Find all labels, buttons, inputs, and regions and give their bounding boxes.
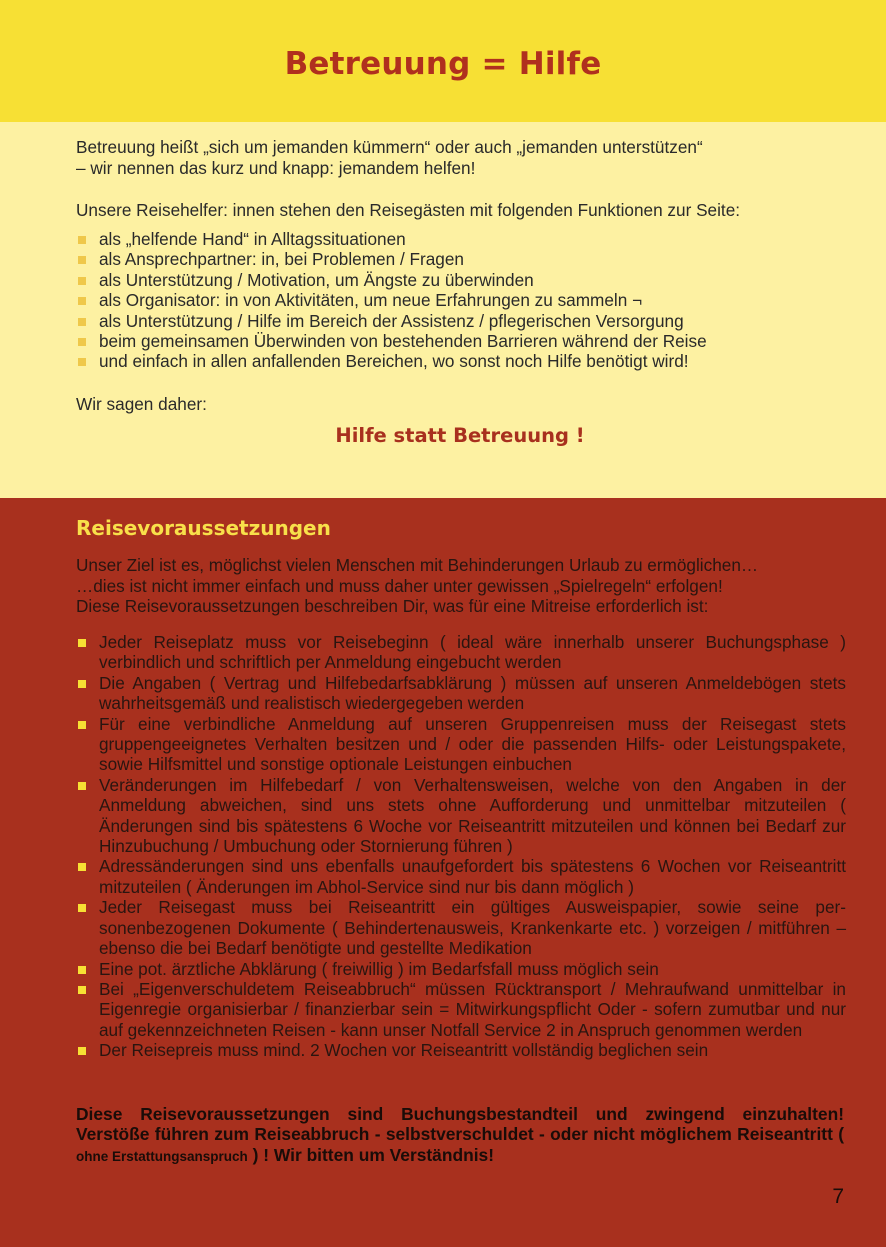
bullet-square-icon (78, 318, 86, 326)
list-item: als Organisator: in von Aktivitäten, um neue Erfahrungen zu sammeln ¬ (76, 290, 846, 310)
requirements-list (76, 632, 846, 1061)
list-item: Jeder Reiseplatz muss vor Reisebeginn ( ideal wäre innerhalb unserer Buchungsphase ) verbindlich und schriftlich per Anmeldung eingebucht werden (76, 632, 846, 673)
bullet-square-icon (78, 721, 86, 729)
bullet-square-icon (78, 966, 86, 974)
bullet-square-icon (78, 863, 86, 871)
notice-small: ohne Erstattungsanspruch (76, 1148, 248, 1164)
requirements-heading: Reisevoraussetzungen (76, 516, 331, 540)
list-item: beim gemeinsamen Überwinden von bestehenden Barrieren während der Reise (76, 331, 846, 351)
outro-text: Wir sagen daher: (76, 394, 207, 414)
bullet-square-icon (78, 297, 86, 305)
list-item: Adressänderungen sind uns ebenfalls unaufgefordert bis spätestens 6 Wochen vor Reiseantritt mitzuteilen ( Änderungen im Abhol-Service sind nur bis dann möglich ) (76, 856, 846, 897)
list-item: als Unterstützung / Hilfe im Bereich der Assistenz / pflegerischen Versorgung (76, 311, 846, 331)
functions-intro: Unsere Reisehelfer: innen stehen den Reisegästen mit folgenden Funktionen zur Seite: (76, 200, 741, 220)
requirements-intro-line: Diese Reisevoraussetzungen beschreiben Dir, was für eine Mitreise erforderlich ist: (76, 596, 709, 616)
list-item: und einfach in allen anfallenden Bereichen, wo sonst noch Hilfe benötigt wird! (76, 351, 846, 371)
intro-line-1: Betreuung heißt „sich um jemanden kümmern“ oder auch „jemanden unterstützen“ (76, 137, 703, 157)
list-item: Die Angaben ( Vertrag und Hilfebedarfsabklärung ) müssen auf unseren Anmeldebögen stets wahrheitsgemäß und realistisch wiedergegeben werden (76, 673, 846, 714)
list-item: als „helfende Hand“ in Alltagssituationen (76, 229, 846, 249)
list-item: Bei „Eigenverschuldetem Reiseabbruch“ müssen Rücktransport / Mehraufwand unmittelbar in Eigenregie organisierbar / finanzierbar sein = Mitwirkungspflicht Oder - sofern zumutbar und nur auf gekennzeichneten Reisen - kann unser Notfall Service 2 in Anspruch genommen werden (76, 979, 846, 1040)
header-band (0, 0, 886, 122)
bullet-square-icon (78, 256, 86, 264)
notice-text (76, 1104, 844, 1167)
list-item: Veränderungen im Hilfebedarf / von Verhaltensweisen, welche von den Angaben in der Anmeldung abweichen, sind uns stets ohne Aufforderung und unmittelbar mitzuteilen ( Änderungen sind bis spätestens 6 Woche vor Reiseantritt mitzuteilen und können bei Bedarf zur Hinzubuchung / Umbuchung oder Stornierung führen ) (76, 775, 846, 857)
requirements-intro (76, 555, 846, 617)
bullet-square-icon (78, 680, 86, 688)
bullet-square-icon (78, 338, 86, 346)
bullet-square-icon (78, 639, 86, 647)
list-item: Für eine verbindliche Anmeldung auf unseren Gruppenreisen muss der Reisegast stets gruppengeeignetes Verhalten besitzen und / oder die passenden Hilfs- oder Leistungspakete, sowie Hilfsmittel und sonstige optionale Leistungen einbuchen (76, 714, 846, 775)
page-title: Betreuung = Hilfe (284, 46, 602, 82)
intro-line-2: – wir nennen das kurz und knapp: jemandem helfen! (76, 158, 476, 178)
list-item: Eine pot. ärztliche Abklärung ( freiwillig ) im Bedarfsfall muss möglich sein (76, 959, 846, 979)
list-item: als Unterstützung / Motivation, um Ängste zu überwinden (76, 270, 846, 290)
requirements-intro-line: …dies ist nicht immer einfach und muss daher unter gewissen „Spielregeln“ erfolgen! (76, 575, 723, 596)
page-number: 7 (832, 1185, 844, 1208)
bullet-square-icon (78, 782, 86, 790)
requirements-intro-line: Unser Ziel ist es, möglichst vielen Menschen mit Behinderungen Urlaub zu ermöglichen… (76, 555, 759, 575)
notice-end: ) ! Wir bitten um Verständnis! (252, 1144, 495, 1165)
notice-main: Diese Reisevoraussetzungen sind Buchungsbestandteil und zwingend einzuhalten! Verstöße führen zum Reiseabbruch - selbstverschuldet - oder nicht möglichem Reiseantritt ( (76, 1104, 844, 1145)
bullet-square-icon (78, 236, 86, 244)
functions-list (76, 229, 846, 372)
bullet-square-icon (78, 358, 86, 366)
bullet-square-icon (78, 986, 86, 994)
bullet-square-icon (78, 904, 86, 912)
list-item: als Ansprechpartner: in, bei Problemen / Fragen (76, 249, 846, 269)
slogan: Hilfe statt Betreuung ! (335, 424, 585, 447)
bullet-square-icon (78, 1047, 86, 1055)
list-item: Der Reisepreis muss mind. 2 Wochen vor Reiseantritt vollständig beglichen sein (76, 1040, 846, 1060)
bullet-square-icon (78, 277, 86, 285)
intro-paragraph (76, 137, 846, 179)
list-item: Jeder Reisegast muss bei Reiseantritt ein gültiges Ausweispapier, sowie seine personenbezogenen Dokumente ( Behindertenausweis, Krankenkarte etc. ) vorzeigen / mitführen – ebenso die bei Bedarf benötigte und gestellte Medikation (76, 897, 846, 958)
